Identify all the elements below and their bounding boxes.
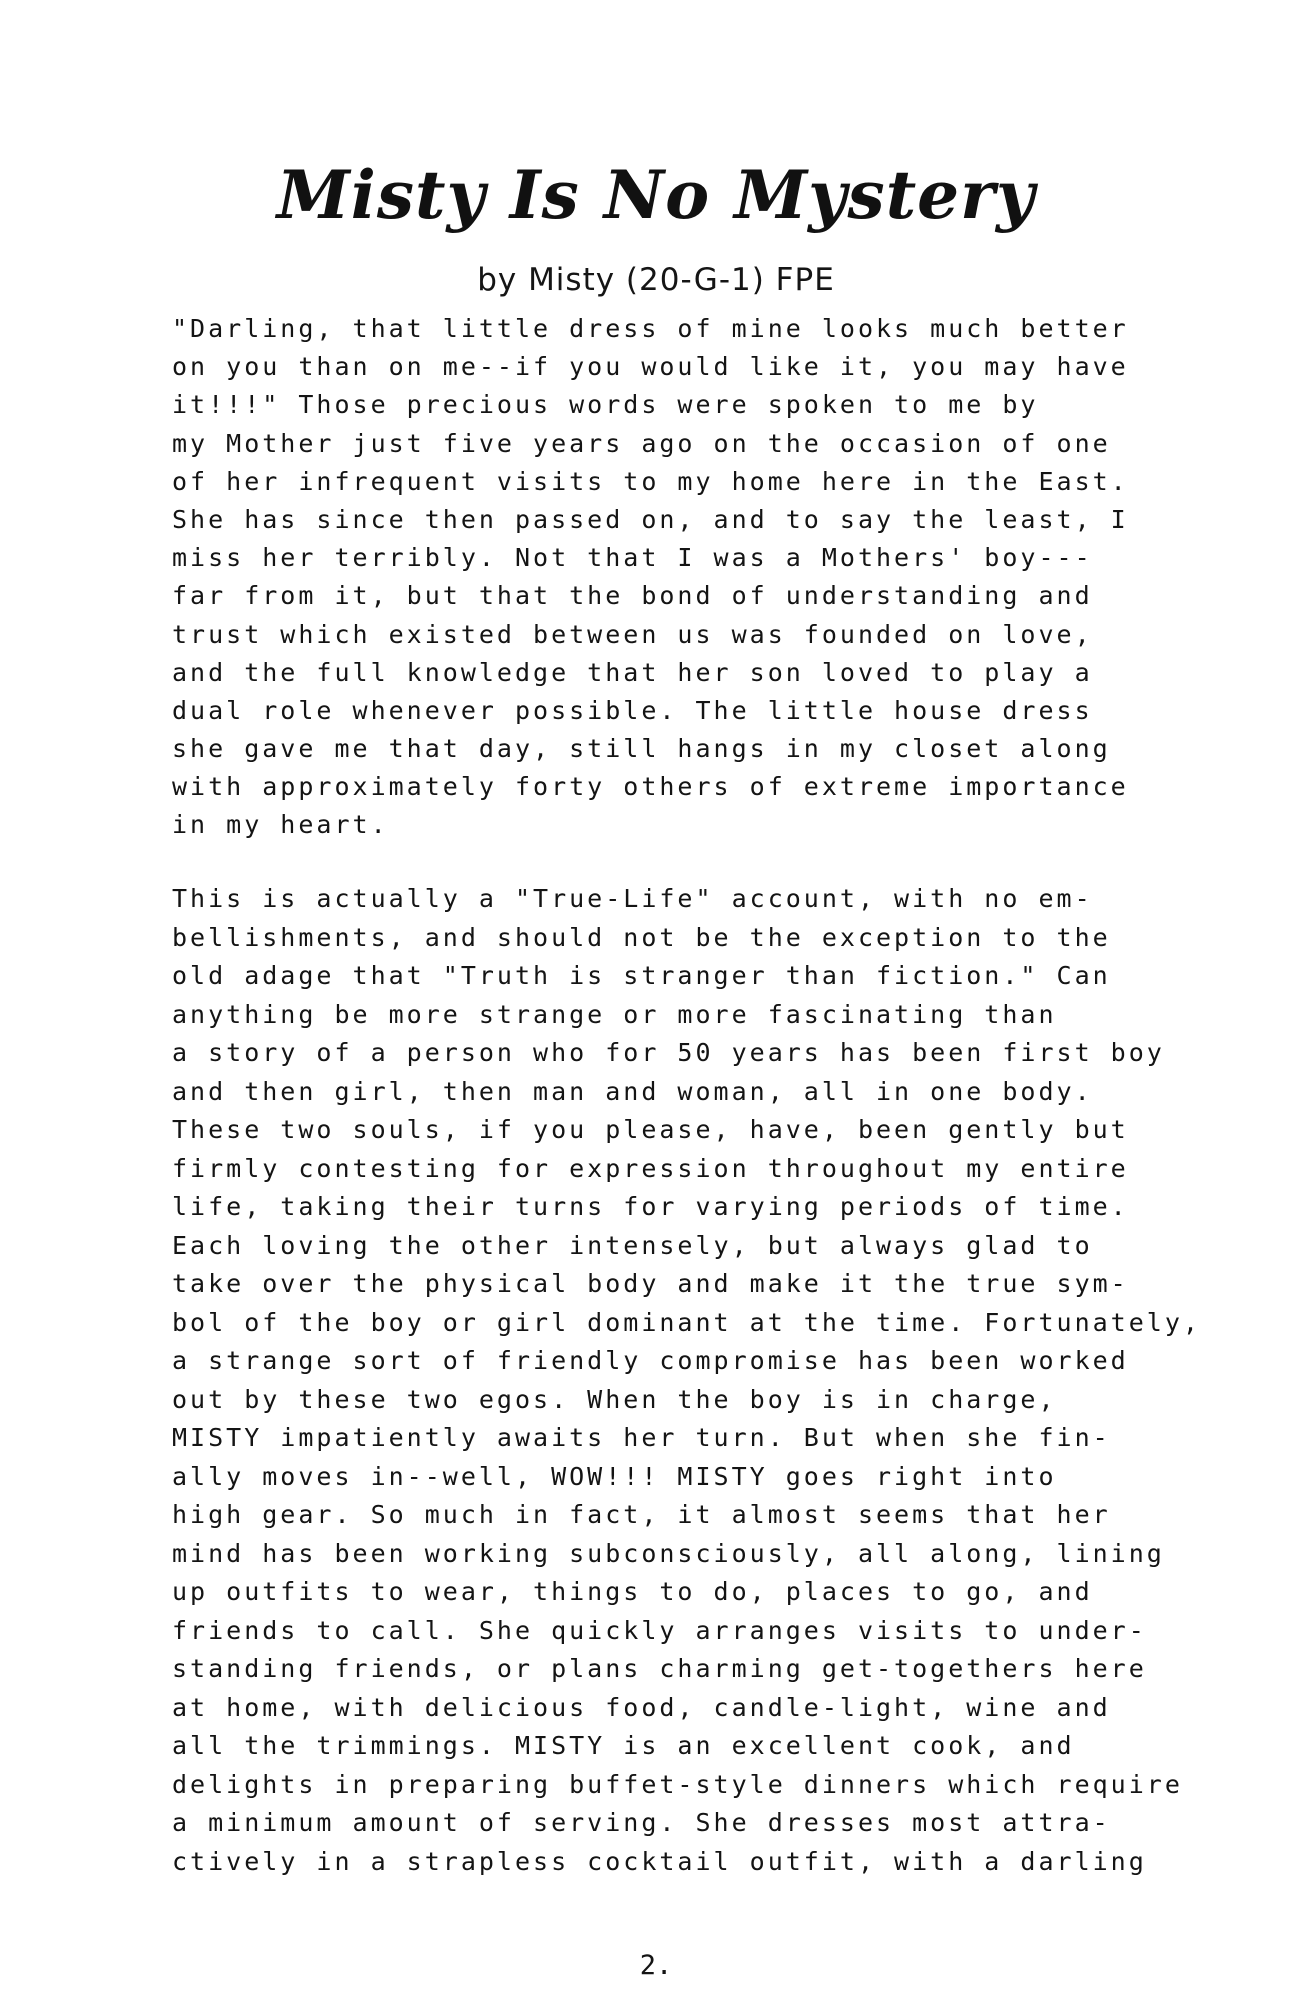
text-line: of her infrequent visits to my home here in the East. [172,466,1129,496]
text-line: and then girl, then man and woman, all in one body. [172,1076,1093,1106]
text-line: She has since then passed on, and to say the least, I [172,504,1129,534]
text-line: old adage that "Truth is stranger than fiction." Can [172,961,1111,990]
text-line: high gear. So much in fact, it almost seems that her [172,1500,1111,1529]
text-line: on you than on me--if you would like it, you may have [172,352,1129,382]
text-line: with approximately forty others of extreme importance [172,772,1129,802]
text-line: bol of the boy or girl dominant at the time. Fortunately, [172,1307,1201,1337]
text-line: a story of a person who for 50 years has been first boy [172,1038,1165,1067]
text-line: mind has been working subconsciously, all along, lining [172,1538,1165,1568]
text-line: up outfits to wear, things to do, places to go, and [172,1577,1093,1606]
text-line: This is actually a "True-Life" account, with no em- [172,884,1093,913]
text-line: at home, with delicious food, candle-light, wine and [172,1692,1111,1722]
text-line: a minimum amount of serving. She dresses most attra- [172,1808,1111,1837]
paragraph-2 [172,880,1247,1881]
page-number: 2. [639,1950,673,1981]
text-line: standing friends, or plans charming get-togethers here [172,1654,1147,1683]
text-line: "Darling, that little dress of mine looks much better [172,314,1129,343]
text-line: Each loving the other intensely, but always glad to [172,1230,1093,1260]
text-line: a strange sort of friendly compromise has been worked [172,1346,1129,1375]
byline: by Misty (20-G-1) FPE [477,262,835,298]
text-line: firmly contesting for expression throughout my entire [172,1153,1129,1183]
text-line: ally moves in--well, WOW!!! MISTY goes right into [172,1461,1057,1491]
text-line: friends to call. She quickly arranges visits to under- [172,1615,1147,1645]
text-line: far from it, but that the bond of understanding and [172,581,1093,611]
text-line: ctively in a strapless cocktail outfit, with a darling [172,1846,1147,1876]
text-line: bellishments, and should not be the exception to the [172,922,1111,952]
text-line: out by these two egos. When the boy is in charge, [172,1384,1057,1414]
text-line: in my heart. [172,810,389,840]
text-line: life, taking their turns for varying periods of time. [172,1192,1129,1221]
page-title: Misty Is No Mystery [276,156,1036,234]
text-line: take over the physical body and make it the true sym- [172,1269,1129,1298]
text-line: and the full knowledge that her son loved to play a [172,657,1093,687]
text-line: my Mother just five years ago on the occasion of one [172,428,1111,458]
text-line: MISTY impatiently awaits her turn. But when she fin- [172,1423,1111,1452]
text-line: it!!!" Those precious words were spoken to me by [172,390,1039,420]
text-line: miss her terribly. Not that I was a Mothers' boy--- [172,543,1093,573]
text-line: she gave me that day, still hangs in my closet along [172,734,1111,764]
text-line: dual role whenever possible. The little house dress [172,695,1093,725]
text-line: all the trimmings. MISTY is an excellent cook, and [172,1731,1075,1760]
paragraph-1 [172,310,1247,845]
text-line: trust which existed between us was founded on love, [172,619,1093,649]
text-line: delights in preparing buffet-style dinners which require [172,1769,1183,1799]
text-line: anything be more strange or more fascinating than [172,999,1057,1029]
text-line: These two souls, if you please, have, been gently but [172,1115,1129,1144]
